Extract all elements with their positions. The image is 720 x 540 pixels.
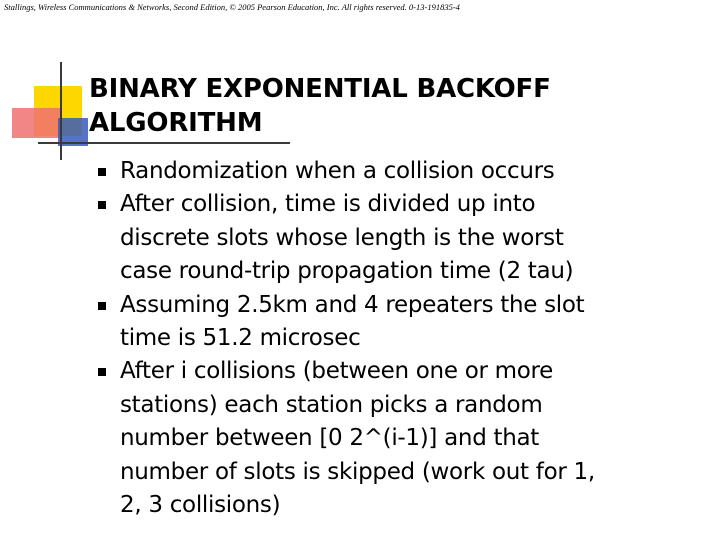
bullet-list (120, 155, 700, 522)
bullet-item (120, 188, 700, 288)
blue-square (58, 118, 88, 146)
bullet-line: Randomization when a collision occurs (120, 158, 555, 184)
title-line: ALGORITHM (89, 108, 263, 138)
bullet-line: time is 51.2 microsec (120, 325, 361, 352)
bullet-line: number between [0 2^(i-1)] and that (120, 425, 540, 452)
square-bullet-icon (98, 168, 106, 176)
bullet-line: After i collisions (between one or more (120, 358, 554, 385)
slide-title (89, 72, 689, 140)
bullet-line: After collision, time is divided up into (120, 191, 536, 218)
square-bullet-icon (98, 302, 106, 310)
citation-header: Stallings, Wireless Communications & Networks, Second Edition, © 2005 Pearson Education, Inc. All rights reserved. 0-13-191835-4 (4, 2, 460, 12)
bullet-item (120, 355, 700, 522)
bullet-line: stations) each station picks a random (120, 391, 543, 418)
bullet-line: Assuming 2.5km and 4 repeaters the slot (120, 291, 585, 318)
bullet-line: case round-trip propagation time (2 tau) (120, 258, 574, 285)
bullet-item (120, 289, 700, 356)
bullet-line: number of slots is skipped (work out for 1, (120, 458, 595, 485)
red-square (12, 108, 60, 138)
square-bullet-icon (98, 201, 106, 209)
title-line: BINARY EXPONENTIAL BACKOFF (89, 74, 551, 104)
bullet-item (120, 155, 700, 188)
square-bullet-icon (98, 368, 106, 376)
bullet-line: 2, 3 collisions) (120, 492, 281, 519)
bullet-line: discrete slots whose length is the worst (120, 224, 564, 251)
